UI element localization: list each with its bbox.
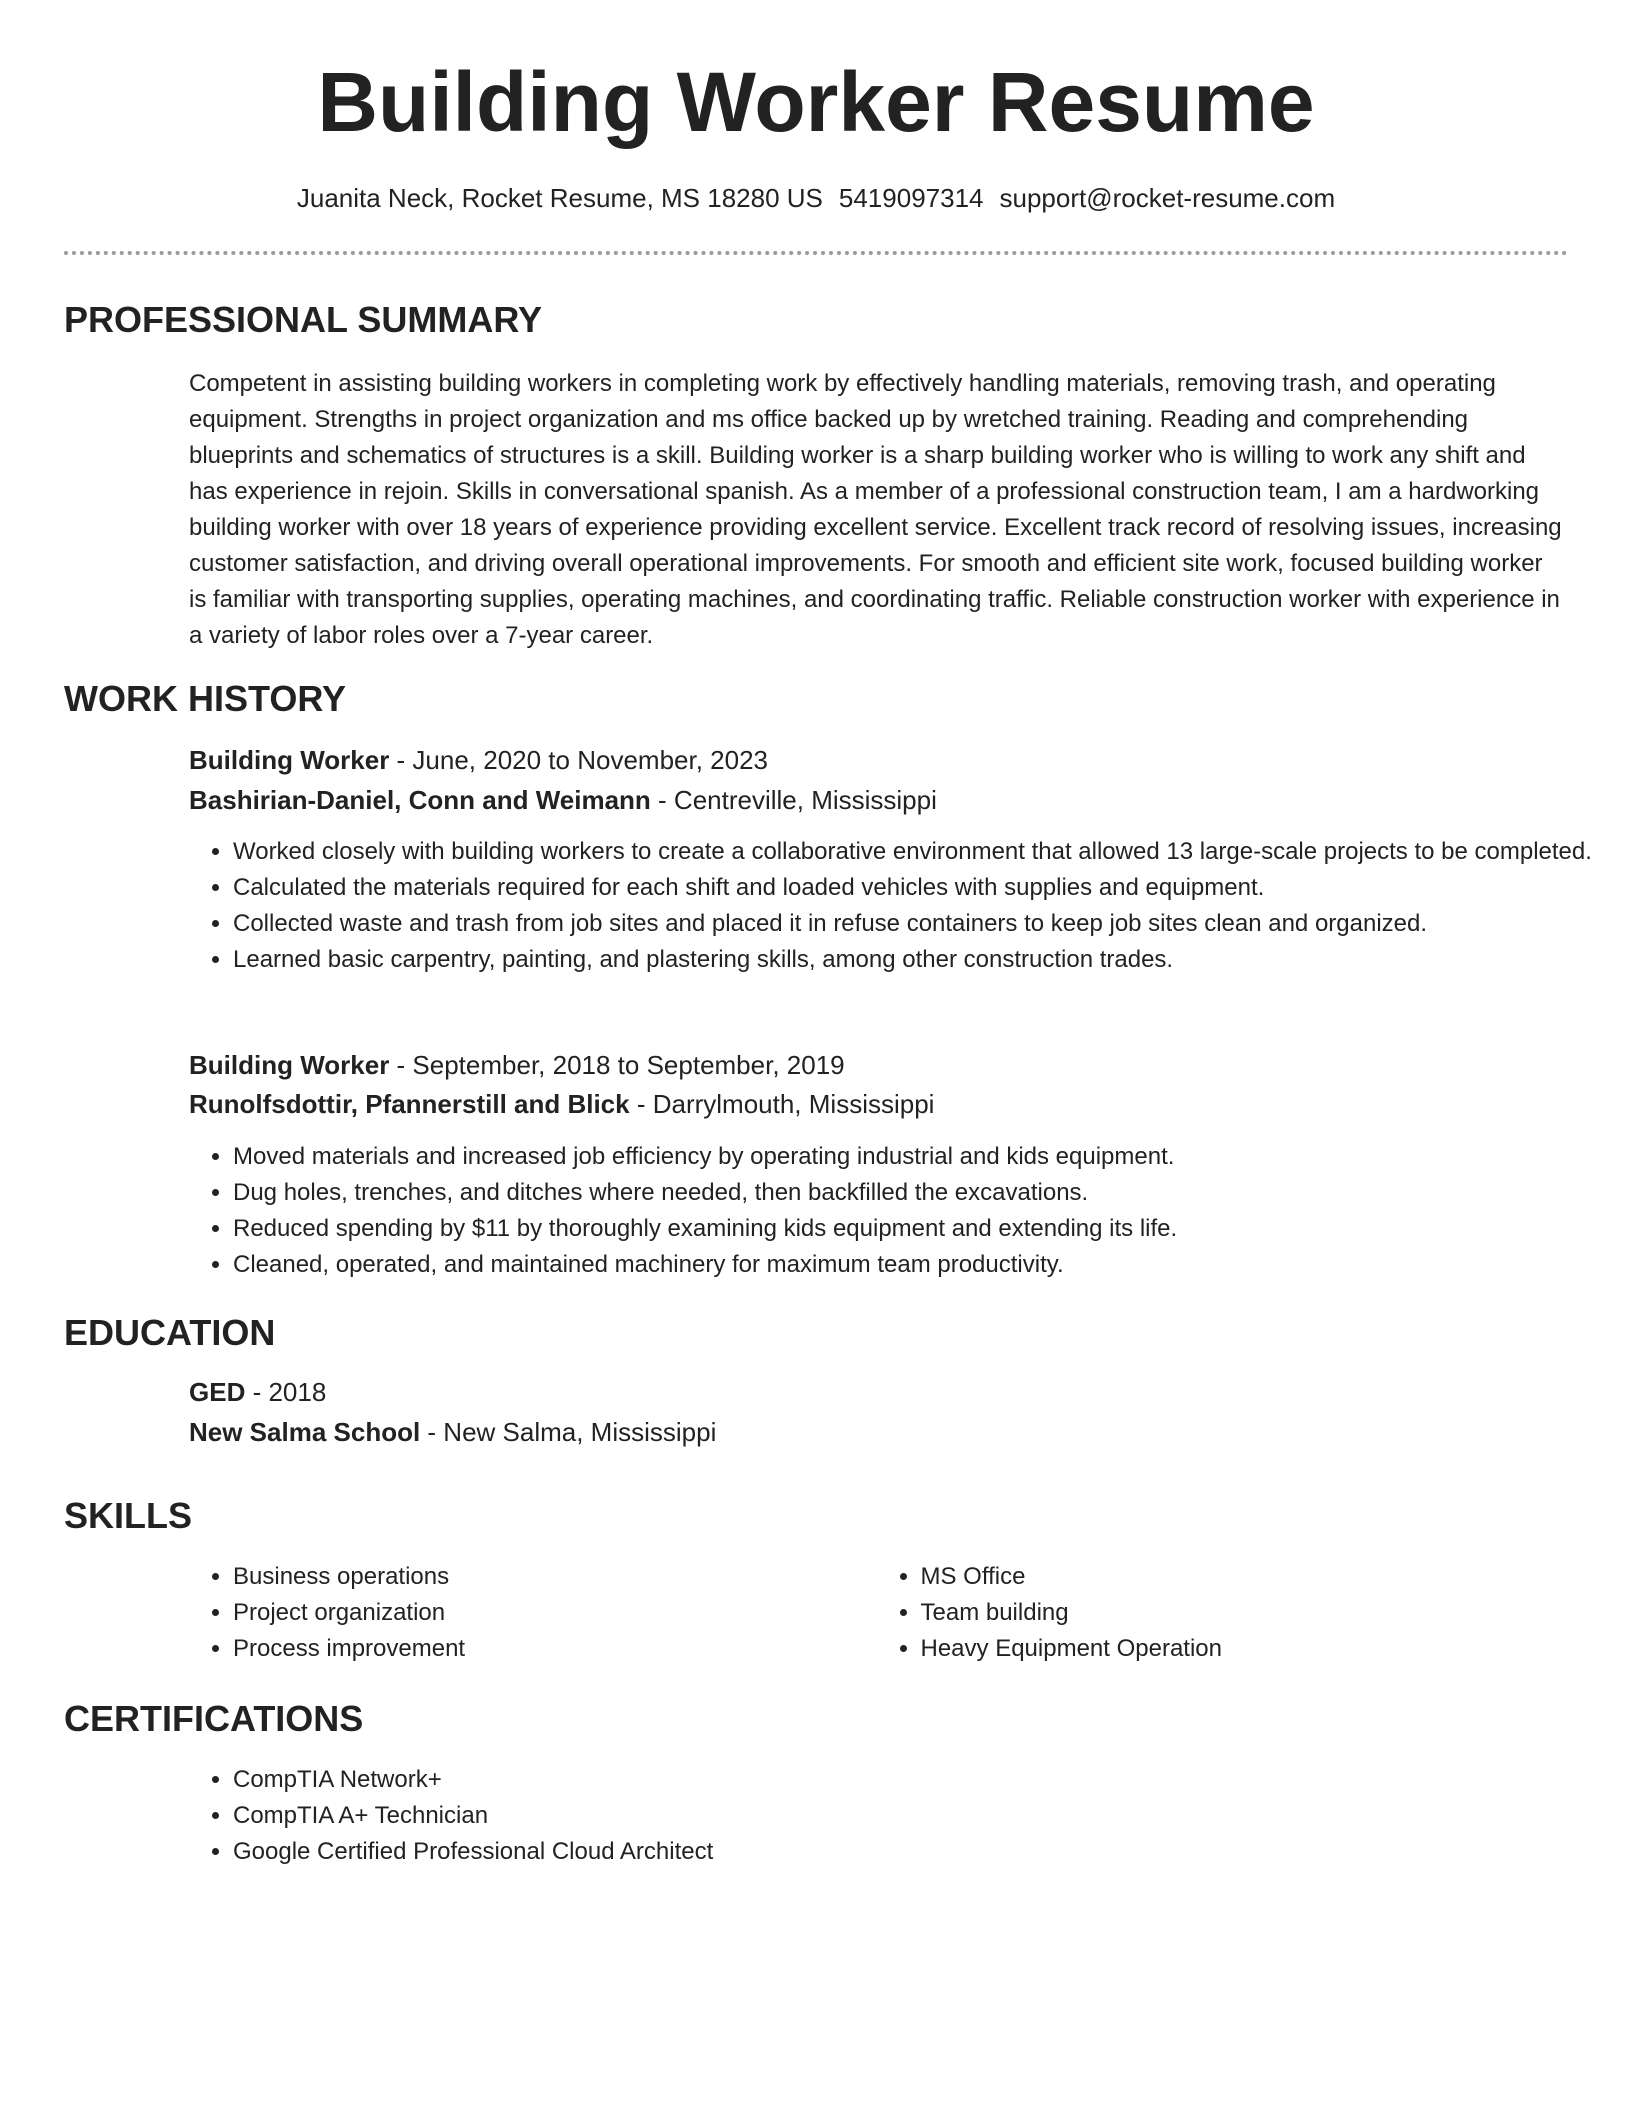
skills-left-list xyxy=(189,1559,877,1667)
skills-right-list xyxy=(877,1559,1565,1667)
job-2-dates: - September, 2018 to September, 2019 xyxy=(389,1050,845,1080)
header-divider xyxy=(64,251,1568,255)
job-1-title-line xyxy=(189,742,768,778)
summary-text: Competent in assisting building workers in completing work by effectively handling materials, removing trash, and operating equipment. Strengths in project organization and ms office backed up by wretched training. Reading and comprehending blueprints and schematics of structures is a skill. Building worker is a sharp building worker who is willing to work any shift and has experience in rejoin. Skills in conversational spanish. As a member of a professional construction team, I am a hardworking building worker with over 18 years of experience providing excellent service. Excellent track record of resolving issues, increasing customer satisfaction, and driving overall operational improvements. For smooth and efficient site work, focused building worker is familiar with transporting supplies, operating machines, and coordinating traffic. Reliable construction worker with experience in a variety of labor roles over a 7-year career. xyxy=(189,370,1562,649)
list-item: • Project organization xyxy=(233,1595,877,1631)
list-item: • Collected waste and trash from job sites and placed it in refuse containers to keep job sites clean and organized. xyxy=(233,906,1608,942)
list-item: • Google Certified Professional Cloud Architect xyxy=(233,1834,1608,1870)
education-heading: EDUCATION xyxy=(64,1312,276,1353)
list-item: • Process improvement xyxy=(233,1631,877,1667)
skills-heading: SKILLS xyxy=(64,1495,193,1536)
education-degree-line xyxy=(189,1374,326,1410)
certifications-list xyxy=(189,1762,1608,1870)
list-item: • Business operations xyxy=(233,1559,877,1595)
job-1-bullets xyxy=(189,834,1608,978)
education-year: - 2018 xyxy=(245,1377,327,1407)
education-location: - New Salma, Mississippi xyxy=(420,1417,717,1447)
list-item: • Calculated the materials required for each shift and loaded vehicles with supplies and equipment. xyxy=(233,870,1608,906)
work-history-heading: WORK HISTORY xyxy=(64,678,347,719)
list-item: • Dug holes, trenches, and ditches where needed, then backfilled the excavations. xyxy=(233,1175,1608,1211)
resume-title: Building Worker Resume xyxy=(317,55,1315,149)
job-2-company-line xyxy=(189,1086,934,1122)
job-2-title-line xyxy=(189,1047,845,1083)
contact-email: support@rocket-resume.com xyxy=(999,183,1336,213)
summary-heading: PROFESSIONAL SUMMARY xyxy=(64,299,543,340)
list-item: • Reduced spending by $11 by thoroughly examining kids equipment and extending its life. xyxy=(233,1211,1608,1247)
job-1-location: - Centreville, Mississippi xyxy=(650,785,937,815)
list-item: • Moved materials and increased job efficiency by operating industrial and kids equipment. xyxy=(233,1139,1608,1175)
contact-address: Juanita Neck, Rocket Resume, MS 18280 US xyxy=(296,183,823,213)
education-school-line xyxy=(189,1414,716,1450)
certifications-heading: CERTIFICATIONS xyxy=(64,1698,364,1739)
job-2-title: Building Worker xyxy=(189,1050,390,1080)
skills-grid xyxy=(189,1559,1564,1667)
list-item: • CompTIA A+ Technician xyxy=(233,1798,1608,1834)
job-2-location: - Darrylmouth, Mississippi xyxy=(629,1089,935,1119)
job-2-company: Runolfsdottir, Pfannerstill and Blick xyxy=(189,1089,630,1119)
list-item: • Heavy Equipment Operation xyxy=(921,1631,1565,1667)
job-1-dates: - June, 2020 to November, 2023 xyxy=(389,745,769,775)
education-school: New Salma School xyxy=(189,1417,421,1447)
list-item: • Learned basic carpentry, painting, and plastering skills, among other construction trades. xyxy=(233,942,1608,978)
list-item: • Team building xyxy=(921,1595,1565,1631)
list-item: • Worked closely with building workers to create a collaborative environment that allowed 13 large-scale projects to be completed. xyxy=(233,834,1608,870)
contact-line xyxy=(0,180,1632,216)
contact-phone: 5419097314 xyxy=(838,183,984,213)
list-item: • MS Office xyxy=(921,1559,1565,1595)
education-degree: GED xyxy=(189,1377,246,1407)
list-item: • Cleaned, operated, and maintained machinery for maximum team productivity. xyxy=(233,1247,1608,1283)
job-2-bullets xyxy=(189,1139,1608,1283)
job-1-title: Building Worker xyxy=(189,745,390,775)
job-1-company-line xyxy=(189,782,937,818)
list-item: • CompTIA Network+ xyxy=(233,1762,1608,1798)
job-1-company: Bashirian-Daniel, Conn and Weimann xyxy=(189,785,651,815)
